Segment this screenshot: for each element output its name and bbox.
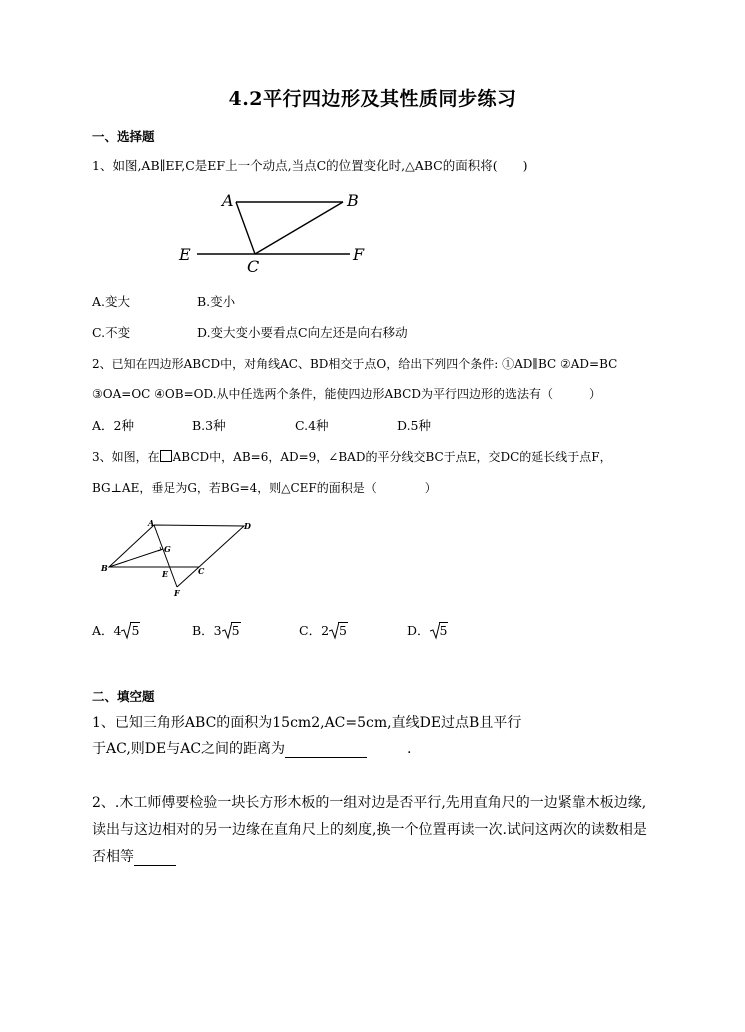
question-3-line2: BG⊥AE，垂足为G，若BG=4，则△CEF的面积是（ ） bbox=[92, 481, 437, 495]
sqrt-symbol-icon bbox=[329, 623, 348, 638]
label-b: B bbox=[101, 563, 108, 573]
segment-bc bbox=[255, 202, 343, 254]
section-heading-choice: 一、选择题 bbox=[92, 129, 155, 144]
figure-3-parallelogram bbox=[98, 515, 263, 600]
sqrt-symbol-icon bbox=[430, 623, 449, 638]
label-a: A bbox=[222, 191, 234, 210]
label-e: E bbox=[162, 569, 169, 579]
sqrt-symbol-icon bbox=[222, 623, 241, 638]
q3-option-d-radicand: 5 bbox=[439, 623, 448, 638]
segment-bg bbox=[109, 549, 163, 567]
q3-option-a-radicand: 5 bbox=[131, 623, 140, 638]
question-2-line2: ③OA=OC ④OB=OD.从中任选两个条件，能使四边形ABCD为平行四边形的选法有（ ） bbox=[92, 387, 601, 401]
label-a: A bbox=[148, 518, 155, 528]
sqrt-symbol-icon bbox=[121, 623, 140, 638]
q3-option-b bbox=[192, 621, 241, 639]
answer-blank bbox=[285, 743, 367, 758]
q1-option-c: C.不变 bbox=[92, 325, 131, 340]
parallelogram-symbol-icon bbox=[160, 450, 172, 462]
fill-question-1-line2 bbox=[92, 738, 412, 758]
fill-question-2-line3 bbox=[92, 846, 176, 866]
section-heading-fill-in: 二、填空题 bbox=[92, 689, 155, 704]
q2-option-a: A．2种 bbox=[92, 418, 134, 433]
fill-q1-text: 于AC,则DE与AC之间的距离为 bbox=[92, 741, 286, 757]
q3-intro: 3、如图，在 bbox=[92, 450, 160, 464]
q3-option-c-label: C．2 bbox=[299, 623, 330, 638]
q3-option-a-label: A．4 bbox=[92, 623, 122, 638]
question-2-line1: 2、已知在四边形ABCD中，对角线AC、BD相交于点O，给出下列四个条件: ①AD∥BC ②AD=BC bbox=[92, 357, 618, 371]
q3-option-b-radicand: 5 bbox=[231, 623, 240, 638]
q1-option-d: D.变大变小要看点C向左还是向右移动 bbox=[197, 325, 408, 340]
fill-question-2-line2: 读出与这边相对的另一边缘在直角尺上的刻度,换一个位置再读一次.试问这两次的读数相是 bbox=[92, 822, 647, 838]
question-1-text: 1、如图,AB∥EF,C是EF上一个动点,当点C的位置变化时,△ABC的面积将( ) bbox=[92, 158, 528, 173]
fill-q2-text: 否相等 bbox=[92, 849, 134, 865]
label-d: D bbox=[244, 521, 251, 531]
fill-question-1-line1: 1、已知三角形ABC的面积为15cm2,AC=5cm,直线DE过点B且平行 bbox=[92, 715, 522, 731]
q3-option-c-radicand: 5 bbox=[339, 623, 347, 638]
question-3-line1 bbox=[92, 448, 612, 465]
q3-option-a bbox=[92, 621, 140, 639]
label-g: G bbox=[164, 544, 171, 554]
q2-option-d: D.5种 bbox=[397, 418, 432, 433]
page-title: 4.2平行四边形及其性质同步练习 bbox=[228, 88, 517, 110]
label-b: B bbox=[347, 191, 359, 210]
fill-q1-tail: . bbox=[407, 741, 412, 757]
q3-option-d-label: D． bbox=[407, 623, 430, 638]
q3-option-c bbox=[299, 621, 348, 639]
label-f: F bbox=[174, 588, 180, 598]
q3-option-b-label: B．3 bbox=[192, 623, 222, 638]
answer-blank bbox=[134, 851, 176, 866]
q1-option-a: A.变大 bbox=[92, 294, 131, 309]
figure-1-triangle bbox=[170, 185, 380, 280]
q1-option-b: B.变小 bbox=[197, 294, 236, 309]
q3-option-d bbox=[407, 621, 448, 639]
fill-question-2-line1: 2、.木工师傅要检验一块长方形木板的一组对边是否平行,先用直角尺的一边紧靠木板边缘, bbox=[92, 795, 647, 811]
q3-conditions: ABCD中，AB=6，AD=9，∠BAD的平分线交BC于点E，交DC的延长线于点F， bbox=[172, 450, 612, 464]
label-f: F bbox=[353, 245, 365, 264]
q2-option-b: B.3种 bbox=[192, 418, 226, 433]
label-c: C bbox=[247, 257, 260, 276]
segment-cf bbox=[177, 567, 199, 587]
q2-option-c: C.4种 bbox=[295, 418, 329, 433]
label-c: C bbox=[198, 566, 205, 576]
label-e: E bbox=[179, 245, 191, 264]
segment-ac bbox=[236, 202, 255, 254]
